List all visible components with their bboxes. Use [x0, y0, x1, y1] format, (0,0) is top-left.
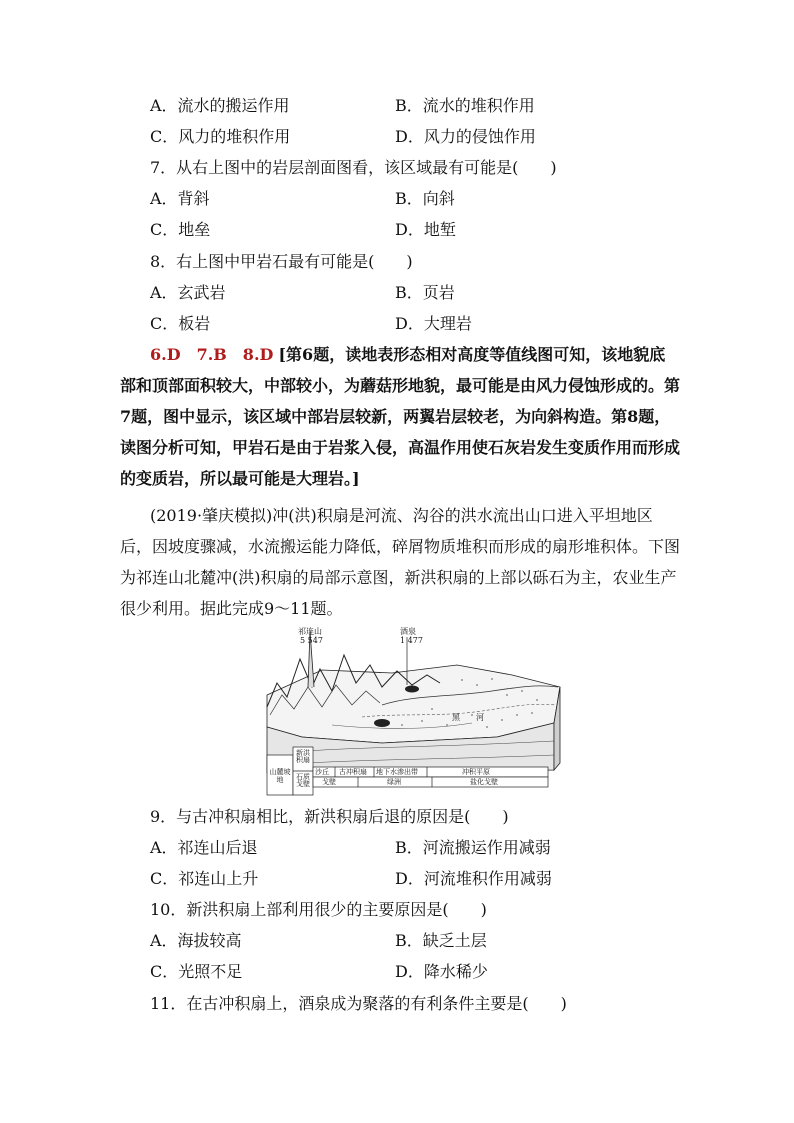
q8-options-row-1 [150, 283, 670, 303]
q6-option-a: A．流水的搬运作用 [150, 96, 290, 115]
q10-options-row-2 [150, 962, 670, 982]
q7-option-b: B．向斜 [395, 189, 455, 208]
q7-option-c: C．地垒 [150, 220, 211, 239]
q9-option-b: B．河流搬运作用减弱 [395, 838, 551, 857]
answer-explanation-text: [第6题，读地表形态相对高度等值线图可知，该地貌底部和顶部面积较大，中部较小，为蘑菇形地貌，最可能是由风力侵蚀形成的。第7题，图中显示，该区域中部岩层较新，两翼岩层较老，为向斜构造。第8题，读图分析可知，甲岩石是由于岩浆入侵，高温作用使石灰岩发生变质作用而形成的变质岩，所以最可能是大理岩。] [120, 345, 681, 488]
q8-option-d: D．大理岩 [395, 314, 472, 333]
q10-option-c: C．光照不足 [150, 962, 243, 981]
legend-seepage-zone: 地下水渗出带 [376, 768, 418, 776]
legend-sand-dune: 沙丘 [315, 768, 329, 776]
q11-stem: 11．在古冲积扇上，酒泉成为聚落的有利条件主要是( ) [150, 994, 567, 1013]
q8-option-c: C．板岩 [150, 314, 211, 333]
answer-keys: 6.D 7.B 8.D [150, 345, 274, 364]
intro-paragraph: (2019·肇庆模拟)冲(洪)积扇是河流、沟谷的洪水流出山口进入平坦地区后，因坡度骤减，水流搬运能力降低，碎屑物质堆积而形成的扇形堆积体。下图为祁连山北麓冲(洪)积扇的局部示意图，新洪积扇的上部以砾石为主，农业生产很少利用。据此完成9～11题。 [120, 506, 681, 618]
q7-options-row-1 [150, 189, 670, 209]
q8-stem: 8．右上图中甲岩石最有可能是( ) [150, 252, 413, 271]
q9-option-c: C．祁连山上升 [150, 869, 259, 888]
alluvial-fan-figure [262, 625, 562, 800]
legend-new-fan: 新洪积扇 [296, 749, 310, 764]
peak-qilian-name: 祁连山 [298, 627, 322, 636]
q7-options-row-2 [150, 220, 670, 240]
legend-alluvial-plain: 冲积平原 [462, 768, 490, 776]
river-label: 黑 河 [452, 713, 484, 722]
q10-option-d: D．降水稀少 [395, 962, 488, 981]
q6-options-row-1 [150, 96, 670, 116]
q9-option-d: D．河流堆积作用减弱 [395, 869, 552, 888]
q10-stem: 10．新洪积扇上部利用很少的主要原因是( ) [150, 900, 487, 919]
legend-oasis: 绿洲 [387, 778, 401, 786]
q6-options-row-2 [150, 127, 670, 147]
q7-option-a: A．背斜 [150, 189, 210, 208]
q9-option-a: A．祁连山后退 [150, 838, 258, 857]
q9-options-row-2 [150, 869, 670, 889]
legend-gobi: 戈壁 [322, 778, 336, 786]
peak-qilian-elevation: 5 547 [300, 636, 323, 645]
legend-piedmont: 山麓坡地 [269, 768, 291, 784]
q10-options-row-1 [150, 931, 670, 951]
q9-options-row-1 [150, 838, 670, 858]
q8-option-a: A．玄武岩 [150, 283, 226, 302]
q10-option-b: B．缺乏土层 [395, 931, 487, 950]
q10-option-a: A．海拔较高 [150, 931, 242, 950]
jiuquan-name: 酒泉 [400, 627, 416, 636]
q8-option-b: B．页岩 [395, 283, 455, 302]
q9-stem: 9．与古冲积扇相比，新洪积扇后退的原因是( ) [150, 807, 509, 826]
answer-explanation [120, 339, 680, 494]
legend-rock-gobi: 石质戈壁 [296, 773, 310, 788]
q7-option-d: D．地堑 [395, 220, 456, 239]
q6-option-c: C．风力的堆积作用 [150, 127, 291, 146]
legend-old-fan: 古冲积扇 [339, 768, 367, 776]
jiuquan-elevation: 1 477 [400, 636, 423, 645]
q7-stem: 7．从右上图中的岩层剖面图看，该区域最有可能是( ) [150, 158, 557, 177]
q8-options-row-2 [150, 314, 670, 334]
legend-salt-gobi: 盐化戈壁 [470, 778, 498, 786]
q6-option-d: D．风力的侵蚀作用 [395, 127, 536, 146]
q6-option-b: B．流水的堆积作用 [395, 96, 535, 115]
